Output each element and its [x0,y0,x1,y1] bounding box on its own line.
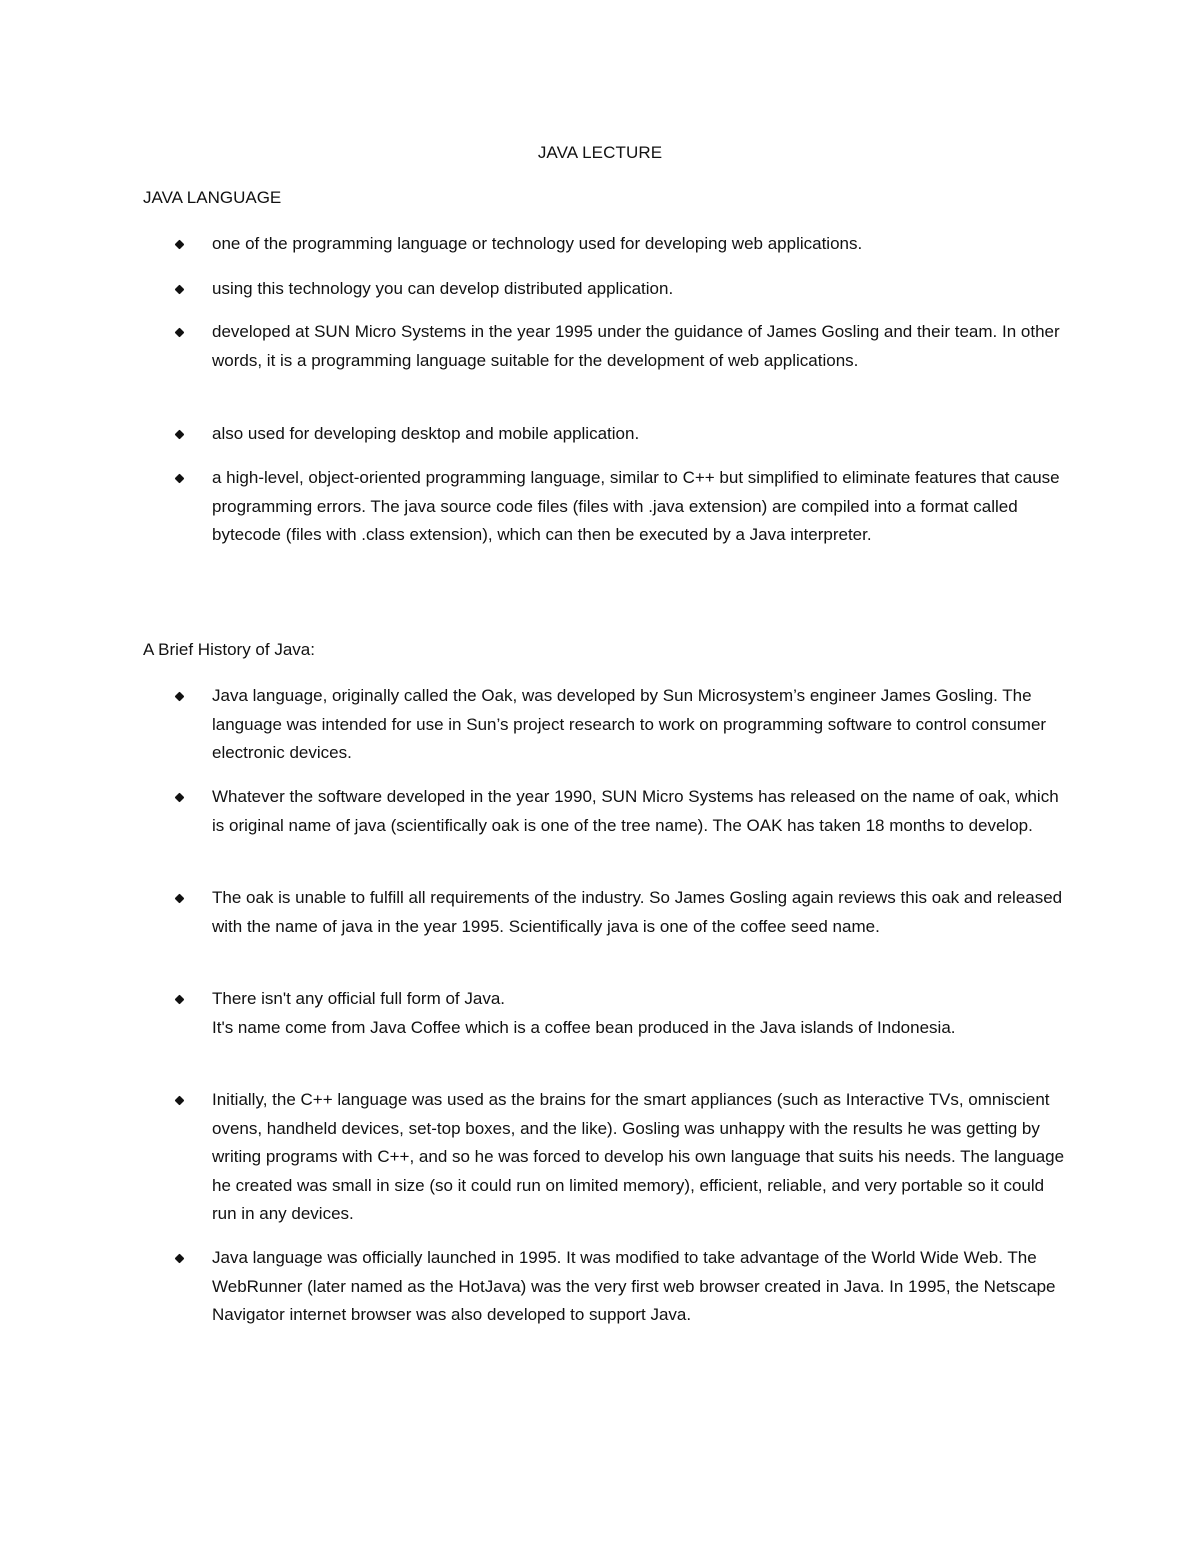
list-item-text: using this technology you can develop distributed application. [212,279,674,298]
list-item-text-continued: It's name come from Java Coffee which is a coffee bean produced in the Java islands of Indonesia. [212,1017,956,1037]
bullet-icon [175,894,185,904]
bullet-icon [175,285,185,295]
list-item-text: one of the programming language or technology used for developing web applications. [212,234,863,253]
section-heading-java-language: JAVA LANGUAGE [143,188,282,207]
list-item-text: The oak is unable to fulfill all requirements of the industry. So James Gosling again reviews this oak and released with the name of java in the year 1995. Scientifically java is one of the coffee seed name. [212,888,1063,936]
list-item-text: Initially, the C++ language was used as the brains for the smart appliances (such as Interactive TVs, omniscient ovens, handheld devices, set-top boxes, and the like). Gosling was unhappy with the results he was getting by writing programs with C++, and so he was forced to develop his own language that suits his needs. The language he created was small in size (so it could run on limited memory), efficient, reliable, and very portable so it could run in any devices. [212,1090,1065,1223]
section-heading-brief-history: A Brief History of Java: [143,640,315,659]
bullet-icon [175,692,185,702]
bullet-icon [175,1096,185,1106]
list-item-text: Whatever the software developed in the year 1990, SUN Micro Systems has released on the name of oak, which is original name of java (scientifically oak is one of the tree name). The OAK has taken 18 months to develop. [212,787,1059,835]
bullet-icon [175,793,185,803]
list-item-text: developed at SUN Micro Systems in the year 1995 under the guidance of James Gosling and their team. In other words, it is a programming language suitable for the development of web applications. [212,322,1060,370]
bullet-icon [175,1254,185,1264]
list-item-text: also used for developing desktop and mobile application. [212,424,640,443]
bullet-icon [175,328,185,338]
list-item-text: Java language, originally called the Oak, was developed by Sun Microsystem’s engineer James Gosling. The language was intended for use in Sun’s project research to work on programming software to control consumer electronic devices. [212,686,1047,762]
list-item-text: There isn't any official full form of Java. [212,989,506,1008]
bullet-icon [175,430,185,440]
bullet-icon [175,474,185,484]
bullet-icon [175,240,185,250]
bullet-icon [175,995,185,1005]
document-title: JAVA LECTURE [537,143,663,162]
list-item-text: Java language was officially launched in 1995. It was modified to take advantage of the World Wide Web. The WebRunner (later named as the HotJava) was the very first web browser created in Java. In 1995, the Netscape Navigator internet browser was also developed to support Java. [212,1248,1056,1324]
list-item-text: a high-level, object-oriented programming language, similar to C++ but simplified to eliminate features that cause programming errors. The java source code files (files with .java extension) are compiled into a format called bytecode (files with .class extension), which can then be executed by a Java interpreter. [212,468,1060,544]
